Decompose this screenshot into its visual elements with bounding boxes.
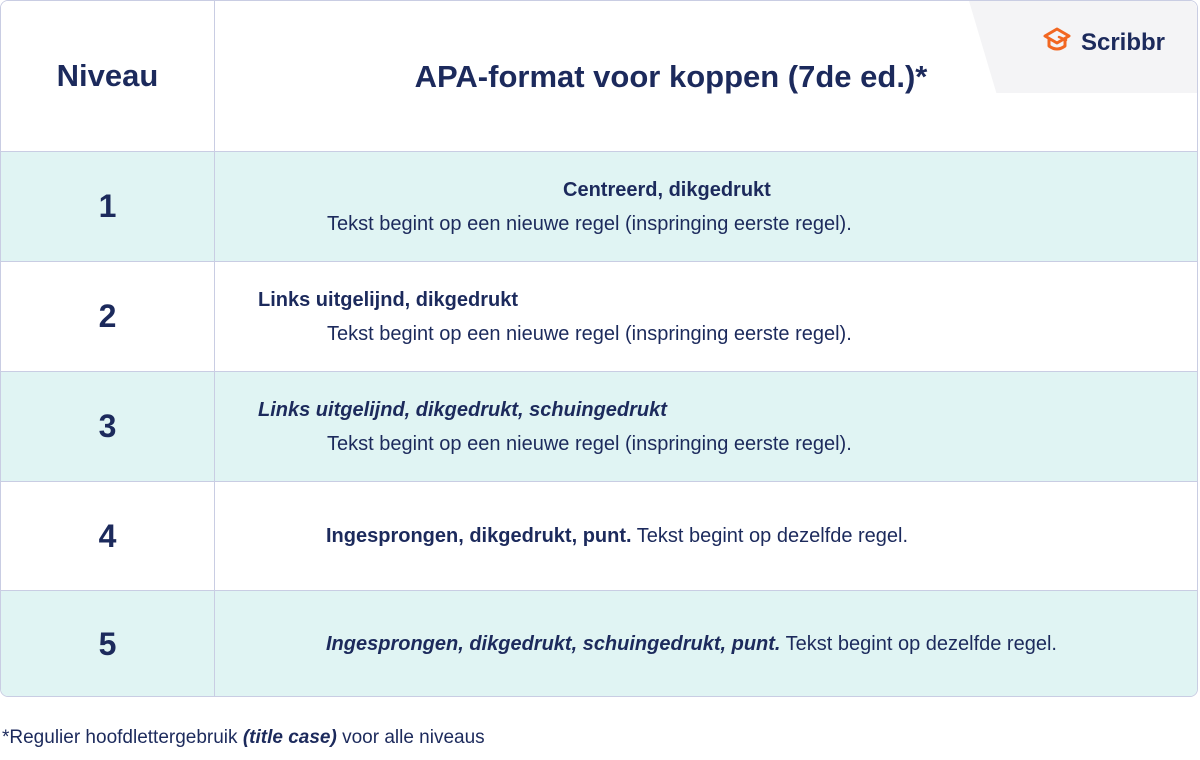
level-number: 2	[98, 298, 117, 334]
heading-example: Ingesprongen, dikgedrukt, punt.	[326, 525, 632, 547]
heading-example: Centreerd, dikgedrukt	[563, 179, 771, 201]
level-number: 3	[98, 408, 117, 444]
table-row	[1, 262, 1197, 372]
column-divider	[214, 262, 215, 371]
run-in-example	[326, 525, 908, 548]
body-text-example: Tekst begint op dezelfde regel.	[631, 525, 909, 547]
column-divider	[214, 482, 215, 590]
table-row	[1, 591, 1197, 697]
level-number: 5	[98, 626, 117, 662]
heading-example: Ingesprongen, dikgedrukt, schuingedrukt, punt.	[326, 633, 781, 655]
logo-text: Scribbr	[1080, 28, 1165, 56]
footnote-suffix: voor alle niveaus	[336, 727, 485, 748]
body-text-example: Tekst begint op een nieuwe regel (inspringing eerste regel).	[327, 323, 852, 345]
footnote-prefix: *Regulier hoofdlettergebruik	[2, 727, 243, 748]
column-divider	[214, 591, 215, 697]
heading-example: Links uitgelijnd, dikgedrukt	[258, 289, 519, 311]
level-column-header: Niveau	[56, 58, 159, 93]
run-in-example	[326, 633, 1057, 656]
body-text-example: Tekst begint op dezelfde regel.	[780, 633, 1057, 655]
table-row	[1, 372, 1197, 482]
heading-example: Links uitgelijnd, dikgedrukt, schuingedrukt	[258, 399, 667, 421]
footnote	[2, 727, 485, 749]
table-row	[1, 482, 1197, 591]
scribbr-logo[interactable]	[1039, 25, 1165, 60]
format-column-header: APA-format voor koppen (7de ed.)*	[414, 58, 928, 94]
column-divider	[214, 152, 215, 261]
level-number: 1	[98, 188, 117, 224]
level-number: 4	[98, 517, 117, 554]
footnote-emphasis: (title case)	[242, 727, 337, 748]
body-text-example: Tekst begint op een nieuwe regel (inspringing eerste regel).	[327, 433, 852, 455]
graduation-cap-icon	[1039, 25, 1075, 60]
column-divider	[214, 372, 215, 481]
table-row	[1, 152, 1197, 262]
body-text-example: Tekst begint op een nieuwe regel (inspringing eerste regel).	[327, 213, 852, 235]
